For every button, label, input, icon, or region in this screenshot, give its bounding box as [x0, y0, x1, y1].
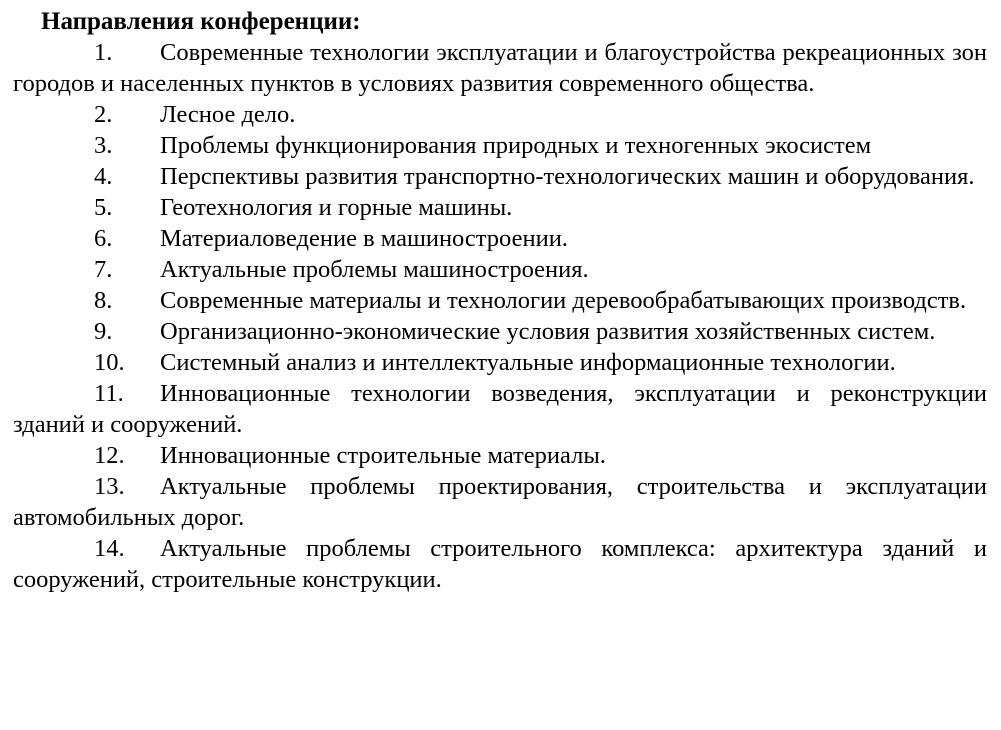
list-item	[13, 254, 987, 285]
list-item	[13, 285, 987, 316]
list-item-text: Материаловедение в машиностроении.	[160, 225, 568, 252]
list-item-number: 8.	[94, 287, 113, 314]
document-heading: Направления конференции:	[41, 8, 361, 35]
list-item-number: 4.	[94, 163, 113, 190]
list-item-text: Геотехнология и горные машины.	[160, 194, 513, 221]
list-item	[13, 192, 987, 223]
list-item-number: 1.	[94, 39, 113, 66]
list-item	[13, 316, 987, 347]
list-item-number: 9.	[94, 318, 113, 345]
list-item-text: Актуальные проблемы машиностроения.	[160, 256, 589, 283]
list-item-text: Инновационные технологии возведения, эксплуатации и реконструкции зданий и сооружений.	[13, 380, 987, 438]
list-item	[13, 130, 987, 161]
list-item-number: 3.	[94, 132, 113, 159]
list-item	[13, 223, 987, 254]
conference-topics-list	[13, 37, 987, 595]
list-item-number: 13.	[94, 473, 125, 500]
list-item	[13, 37, 987, 99]
list-item-number: 10.	[94, 349, 125, 376]
list-item-text: Проблемы функционирования природных и техногенных экосистем	[160, 132, 872, 159]
list-item-number: 6.	[94, 225, 113, 252]
list-item-text: Инновационные строительные материалы.	[160, 442, 606, 469]
list-item-number: 12.	[94, 442, 125, 469]
list-item-text: Лесное дело.	[160, 101, 296, 128]
list-item-number: 7.	[94, 256, 113, 283]
list-item	[13, 440, 987, 471]
list-item-text: Актуальные проблемы проектирования, строительства и эксплуатации автомобильных дорог.	[13, 473, 987, 531]
list-item-number: 2.	[94, 101, 113, 128]
list-item-number: 14.	[94, 535, 125, 562]
list-item-text: Актуальные проблемы строительного комплекса: архитектура зданий и сооружений, строительные конструкции.	[13, 535, 987, 593]
list-item-text: Современные технологии эксплуатации и благоустройства рекреационных зон городов и населенных пунктов в условиях развития современного общества.	[13, 39, 987, 97]
list-item-text: Перспективы развития транспортно-технологических машин и оборудования.	[160, 163, 975, 190]
list-item-text: Современные материалы и технологии деревообрабатывающих производств.	[160, 287, 967, 314]
list-item	[13, 378, 987, 440]
list-item	[13, 533, 987, 595]
list-item	[13, 471, 987, 533]
list-item	[13, 99, 987, 130]
list-item	[13, 347, 987, 378]
list-item-text: Системный анализ и интеллектуальные информационные технологии.	[160, 349, 896, 376]
list-item-number: 5.	[94, 194, 113, 221]
list-item	[13, 161, 987, 192]
list-item-text: Организационно-экономические условия развития хозяйственных систем.	[160, 318, 936, 345]
list-item-number: 11.	[94, 380, 124, 407]
